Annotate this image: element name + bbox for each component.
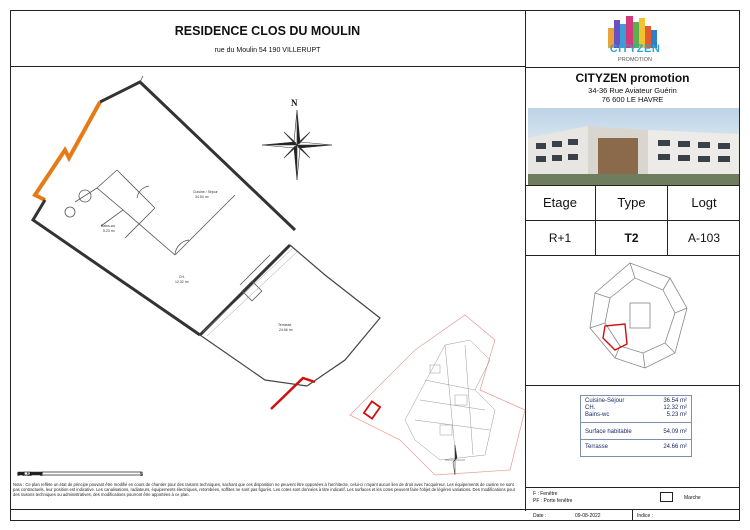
lot-value-logt: A-103 bbox=[687, 231, 721, 245]
table-divider bbox=[525, 255, 740, 256]
legend-item-fenetre: F : Fenêtre bbox=[533, 491, 558, 497]
scale-label-2: 2 bbox=[40, 472, 44, 478]
surface-terrace-label: Terrasse bbox=[585, 444, 609, 450]
keyplan-divider bbox=[525, 385, 740, 386]
company-address-line2: 76 600 LE HAVRE bbox=[601, 95, 664, 104]
index-label: Indice : bbox=[637, 513, 654, 519]
legend-marche: Marche bbox=[684, 495, 701, 501]
room-label-sejour: Cuisine / Séjour bbox=[193, 190, 218, 194]
building-photo bbox=[528, 108, 739, 185]
footer-divider bbox=[10, 509, 740, 510]
footer-note: Nota : Ce plan reflète un état de principe pouvant être modifié en cours de chantier pour des raisons techniques, sachant que ces disposition ne peuvent être opposées à l'architecte, celui-ci n'ayant aucun lien de droit avec l'acquéreur. Les équipements de cuisine ne sont pas contractuels, leur position est indicative. Les canalisations, radiateurs, équipements électriques, retombées, soffites ne sont pas figurés. Les cotes sont données à titre indicatif. Les surfaces et les cotes peuvent faire l'objet de légères variations. Des modifications pour des raisons techniques ou administratives, des modifications pourront être apportées à ce plan. bbox=[13, 482, 516, 497]
lot-header-etage: Etage bbox=[543, 195, 577, 210]
surface-room-label-0: Cuisine-Séjour bbox=[585, 398, 625, 404]
lot-header-logt: Logt bbox=[691, 195, 717, 210]
surface-room-value-2: 5.23 m² bbox=[666, 412, 687, 418]
scale-label-1: 1 bbox=[29, 472, 33, 478]
date-value: 09-08-2022 bbox=[575, 513, 601, 519]
room-area-terrasse: 24.66 m² bbox=[279, 328, 293, 332]
site-plan bbox=[345, 310, 525, 480]
surface-terrace-value: 24.66 m² bbox=[663, 444, 687, 450]
key-plan bbox=[575, 258, 700, 383]
surface-room-label-2: Bains-wc bbox=[585, 412, 610, 418]
room-label-bains: Bains-wc bbox=[101, 224, 116, 228]
room-label-ch: CH. bbox=[179, 275, 186, 279]
room-area-ch: 12.32 m² bbox=[175, 280, 189, 284]
orange-wall-highlight bbox=[35, 102, 100, 200]
surface-room-label-1: CH. bbox=[585, 405, 596, 411]
logo-tagline: PROMOTION bbox=[618, 57, 652, 63]
room-label-terrasse: Terrasse bbox=[278, 323, 292, 327]
scale-label-0: 0 bbox=[17, 472, 21, 478]
surface-total-value: 54.09 m² bbox=[663, 429, 687, 435]
footer-index-divider bbox=[632, 509, 633, 521]
surfaces-table bbox=[580, 395, 692, 457]
date-label: Date : bbox=[533, 513, 547, 519]
compass-north-letter: N bbox=[291, 98, 298, 108]
room-area-sejour: 34.54 m² bbox=[195, 195, 209, 199]
floor-plan bbox=[25, 70, 385, 430]
company-name: CITYZEN promotion bbox=[575, 71, 690, 85]
company-address-line1: 34-36 Rue Aviateur Guérin bbox=[588, 86, 677, 95]
scale-bar bbox=[18, 470, 148, 482]
project-title: RESIDENCE CLOS DU MOULIN bbox=[174, 24, 361, 38]
room-area-bains: 5.23 m² bbox=[103, 229, 115, 233]
lot-table bbox=[525, 185, 740, 255]
surface-room-value-1: 12.32 m² bbox=[663, 405, 687, 411]
project-address: rue du Moulin 54 190 VILLERUPT bbox=[214, 47, 321, 54]
lot-header-type: Type bbox=[617, 195, 646, 210]
legend-divider-top bbox=[525, 487, 740, 488]
scale-label-05: 0.5 bbox=[22, 472, 30, 478]
logo-divider bbox=[525, 67, 740, 68]
lot-value-type: T2 bbox=[624, 231, 639, 245]
surface-total-label: Surface habitable bbox=[585, 429, 632, 435]
key-plan-highlight bbox=[603, 324, 627, 350]
site-plan-compass-icon bbox=[445, 445, 465, 475]
terrace-red-edge bbox=[271, 378, 315, 409]
surface-room-value-0: 36.54 m² bbox=[663, 398, 687, 404]
lot-value-etage: R+1 bbox=[548, 231, 572, 245]
site-plan-highlight bbox=[364, 401, 380, 418]
scale-label-5: 5 bbox=[140, 472, 144, 478]
marche-icon bbox=[660, 492, 673, 502]
logo-name: CITYZEN bbox=[609, 43, 661, 55]
title-block bbox=[10, 10, 525, 67]
legend-item-porte-fenetre: PF : Porte fenêtre bbox=[533, 498, 573, 504]
cityzen-logo bbox=[600, 12, 670, 66]
